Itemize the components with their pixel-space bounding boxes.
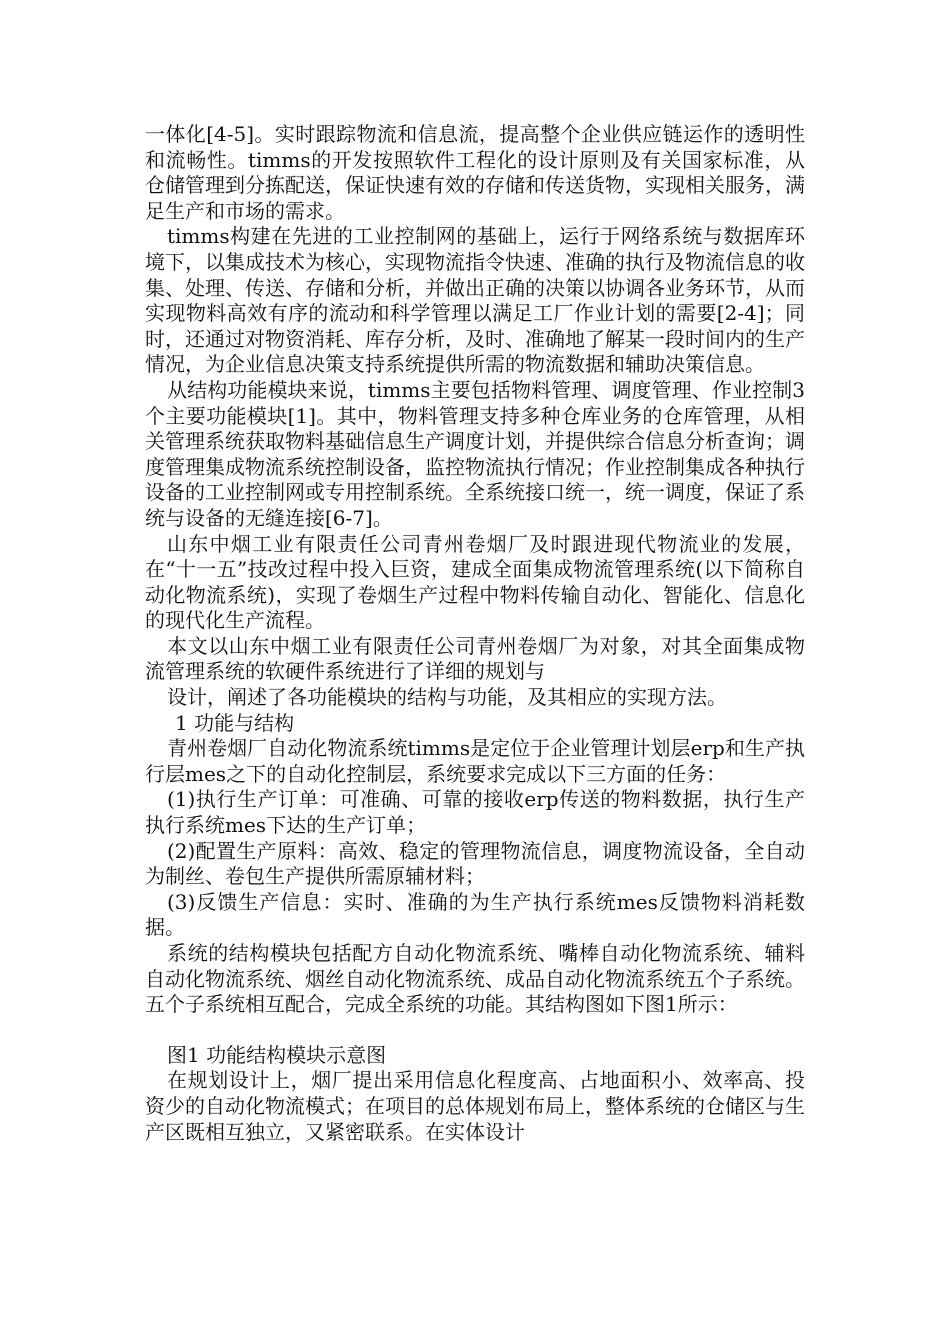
paragraph: 系统的结构模块包括配方自动化物流系统、嘴棒自动化物流系统、辅料自动化物流系统、烟丝自动化物流系统、成品自动化物流系统五个子系统。五个子系统相互配合，完成全系统的功能。其结构图如下图1所示： (145, 941, 805, 1017)
list-item: (3)反馈生产信息：实时、准确的为生产执行系统mes反馈物料消耗数据。 (145, 889, 805, 940)
paragraph: 青州卷烟厂自动化物流系统timms是定位于企业管理计划层erp和生产执行层mes之下的自动化控制层，系统要求完成以下三方面的任务： (145, 736, 805, 786)
paragraph: timms构建在先进的工业控制网的基础上，运行于网络系统与数据库环境下，以集成技术为核心，实现物流指令快速、准确的执行及物流信息的收集、处理、传送、存储和分析，并做出正确的决策以协调各业务环节，从而实现物料高效有序的流动和科学管理以满足工厂作业计划的需要[2-4]；同时，还通过对物资消耗、库存分析，及时、准确地了解某一段时间内的生产情况，为企业信息决策支持系统提供所需的物流数据和辅助决策信息。 (145, 224, 805, 377)
list-item: (2)配置生产原料：高效、稳定的管理物流信息，调度物流设备，全自动为制丝、卷包生产提供所需原辅材料； (145, 838, 805, 889)
section-heading: 1 功能与结构 (175, 710, 295, 735)
paragraph: 山东中烟工业有限责任公司青州卷烟厂及时跟进现代物流业的发展，在“十一五”技改过程中投入巨资，建成全面集成物流管理系统(以下简称自动化物流系统)，实现了卷烟生产过程中物料传输自动化、智能化、信息化的现代化生产流程。 (145, 531, 805, 633)
list-item: (1)执行生产订单：可准确、可靠的接收erp传送的物料数据，执行生产执行系统mes下达的生产订单； (145, 787, 805, 838)
paragraph: 在规划设计上，烟厂提出采用信息化程度高、占地面积小、效率高、投资少的自动化物流模式；在项目的总体规划布局上，整体系统的仓储区与生产区既相互独立，又紧密联系。在实体设计 (145, 1068, 805, 1144)
document-body (145, 122, 805, 1145)
paragraph: 本文以山东中烟工业有限责任公司青州卷烟厂为对象，对其全面集成物流管理系统的软硬件系统进行了详细的规划与 (145, 633, 805, 684)
figure-caption: 图1 功能结构模块示意图 (167, 1042, 387, 1067)
figure-placeholder (145, 1018, 805, 1043)
paragraph: 设计，阐述了各功能模块的结构与功能，及其相应的实现方法。 (167, 685, 727, 710)
paragraph: 从结构功能模块来说，timms主要包括物料管理、调度管理、作业控制3个主要功能模块[1]。其中，物料管理支持多种仓库业务的仓库管理，从相关管理系统获取物料基础信息生产调度计划，并提供综合信息分析查询；调度管理集成物流系统控制设备，监控物流执行情况；作业控制集成各种执行设备的工业控制网或专用控制系统。全系统接口统一，统一调度，保证了系统与设备的无缝连接[6-7]。 (145, 377, 805, 530)
paragraph: 一体化[4-5]。实时跟踪物流和信息流，提高整个企业供应链运作的透明性和流畅性。timms的开发按照软件工程化的设计原则及有关国家标准，从仓储管理到分拣配送，保证快速有效的存储和传送货物，实现相关服务，满足生产和市场的需求。 (145, 122, 805, 223)
